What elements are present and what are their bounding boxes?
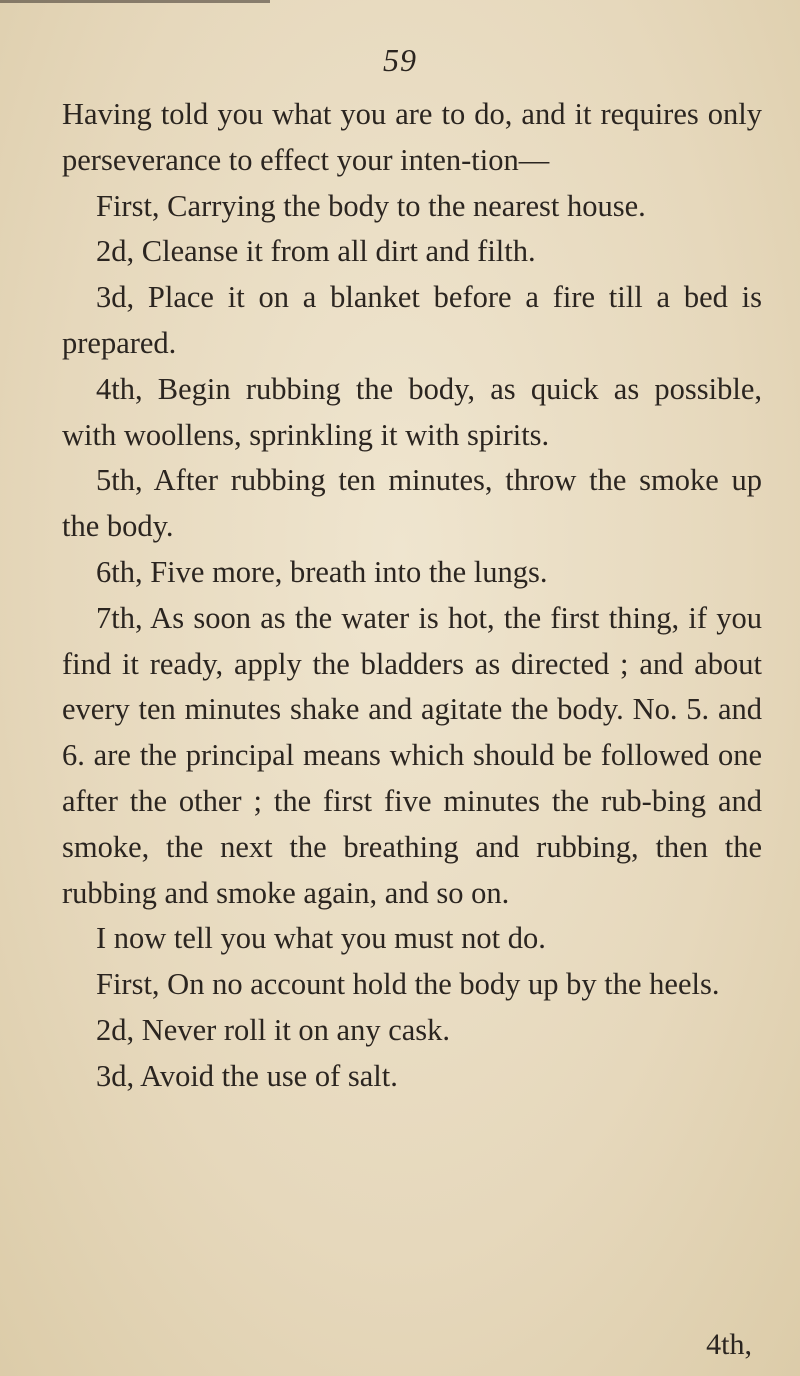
paragraph-seventh: 7th, As soon as the water is hot, the first thing, if you find it ready, apply the bladders as directed ; and about every ten minutes shake and agitate the body. No. 5. and 6. are the principal means which should be followed one after the other ; the first five minutes the rub-bing and smoke, the next the breathing and rubbing, then the rubbing and smoke again, and so on. — [62, 600, 762, 910]
paragraph-intro: Having told you what you are to do, and it requires only perseverance to effect your inten-tion— — [62, 97, 762, 177]
page-number: 59 — [383, 42, 417, 78]
paragraph-not-first: First, On no account hold the body up by the heels. — [96, 967, 720, 1002]
paragraph-sixth: 6th, Five more, breath into the lungs. — [96, 554, 548, 589]
paragraph-second: 2d, Cleanse it from all dirt and filth. — [96, 234, 536, 269]
paragraph-not-second: 2d, Never roll it on any cask. — [96, 1012, 451, 1047]
paragraph-third: 3d, Place it on a blanket before a fire till a bed is prepared. — [62, 280, 762, 360]
top-rule — [0, 0, 270, 3]
page-body — [62, 92, 762, 1100]
paragraph-first: First, Carrying the body to the nearest house. — [96, 188, 646, 223]
paragraph-not-third: 3d, Avoid the use of salt. — [96, 1058, 398, 1093]
paragraph-fourth: 4th, Begin rubbing the body, as quick as possible, with woollens, sprinkling it with spirits. — [62, 371, 762, 452]
catchword: 4th, — [706, 1328, 752, 1361]
paragraph-must-not: I now tell you what you must not do. — [96, 921, 546, 956]
paragraph-fifth: 5th, After rubbing ten minutes, throw the smoke up the body. — [62, 463, 762, 544]
